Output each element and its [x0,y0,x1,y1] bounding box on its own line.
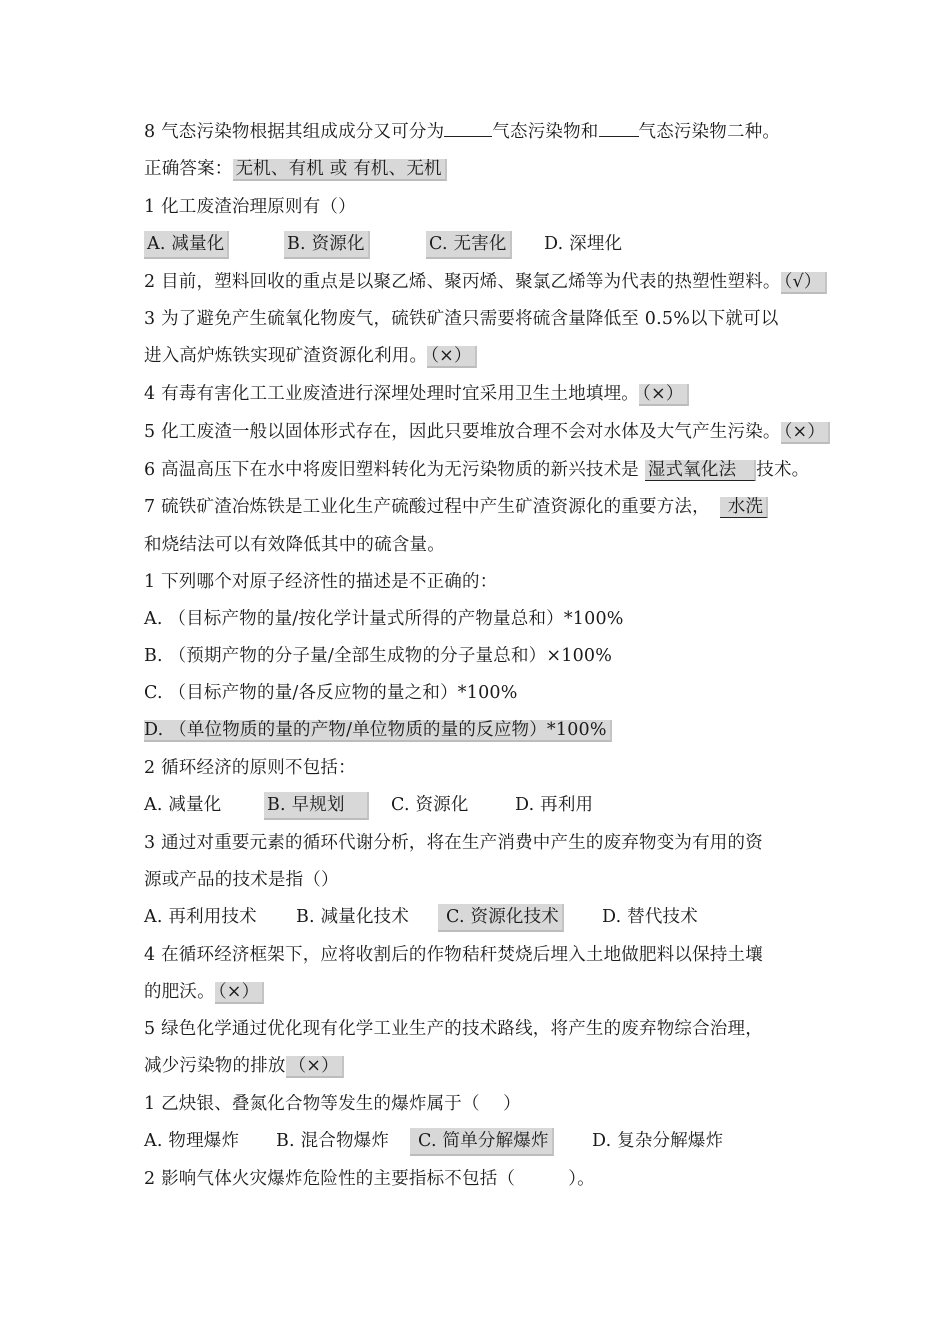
question-4-straw-burning: 4 在循环经济框架下，应将收割后的作物秸秆焚烧后埋入土地做肥料以保持土壤 [144,945,763,965]
answer-wet-oxidation-highlight: 湿式氧化法 [645,460,757,481]
question-3-continued: 源或产品的技术是指（） [144,870,339,890]
option-a-atom-economy: A. （目标产物的量/按化学计量式所得的产物量总和）*100% [144,609,624,629]
question-text-end: 气态污染物二种。 [638,122,781,142]
question-3-element-cycle: 3 通过对重要元素的循环代谢分析，将在生产消费中产生的废弃物变为有用的资 [144,833,763,853]
option-c: C. 资源化 [391,795,469,815]
option-a-highlight: A. 减量化 [144,231,229,259]
option-c-highlight: C. 无害化 [426,231,512,259]
question-text-mid: 气态污染物和 [492,122,599,142]
question-2-circular-economy: 2 循环经济的原则不包括： [144,758,356,778]
question-text: 减少污染物的排放 [144,1056,286,1076]
option-b-highlight: B. 资源化 [284,231,370,259]
question-text: 6 高温高压下在水中将废旧塑料转化为无污染物质的新兴技术是 [144,460,645,480]
options-row-4 [144,1128,784,1154]
option-d: D. 替代技术 [602,907,698,927]
answer-true-highlight: （√） [781,272,827,294]
option-d: D. 再利用 [515,795,594,815]
question-text-end: 技术。 [756,460,810,480]
option-d-atom-economy [144,717,612,743]
option-d-highlight: D. （单位物质的量的产物/单位物质的量的反应物）*100% [144,720,612,742]
option-c-highlight: C. 资源化技术 [438,904,564,932]
question-text: 2 目前，塑料回收的重点是以聚乙烯、聚丙烯、聚氯乙烯等为代表的热塑性塑料。 [144,272,781,292]
question-text: 4 有毒有害化工工业废渣进行深埋处理时宜采用卫生土地填埋。 [144,384,639,404]
question-7-continued: 和烧结法可以有效降低其中的硫含量。 [144,535,445,555]
question-text: 5 化工废渣一般以固体形式存在，因此只要堆放合理不会对水体及大气产生污染。 [144,422,781,442]
question-4-continued [144,979,264,1005]
option-a: A. 减量化 [144,795,222,815]
question-6-plastic-conversion [144,457,809,483]
option-d: D. 复杂分解爆炸 [592,1131,724,1151]
question-text: 7 硫铁矿渣冶炼铁是工业化生产硫酸过程中产生矿渣资源化的重要方法， [144,497,710,517]
options-row-2 [144,792,764,818]
question-8-gaseous-pollutants [144,118,780,145]
answer-false-highlight: （×） [286,1056,344,1078]
question-1-waste-residue-principles: 1 化工废渣治理原则有（） [144,197,356,217]
question-4-deep-burial [144,381,689,407]
option-a: A. 再利用技术 [144,907,257,927]
option-c-atom-economy: C. （目标产物的量/各反应物的量之和）*100% [144,683,518,703]
correct-answer-line [144,156,447,182]
answer-water-washing-highlight: 水洗 [720,497,768,518]
options-row-1 [144,231,764,257]
question-text: 进入高炉炼铁实现矿渣资源化利用。 [144,346,428,366]
option-c-highlight: C. 简单分解爆炸 [410,1128,554,1156]
option-b-atom-economy: B. （预期产物的分子量/全部生成物的分子量总和）×100% [144,646,613,666]
options-row-3 [144,904,764,930]
option-b-highlight: B. 早规划 [264,792,369,820]
question-3-continued [144,343,477,369]
question-1-explosion-type: 1 乙炔银、叠氮化合物等发生的爆炸属于（ ） [144,1094,521,1114]
question-3-pyrite-residue: 3 为了避免产生硫氧化物废气，硫铁矿渣只需要将硫含量降低至 0.5%以下就可以 [144,309,779,329]
correct-answer-highlight: 无机、有机 或 有机、无机 [233,159,447,181]
question-1-atom-economy: 1 下列哪个对原子经济性的描述是不正确的： [144,572,498,592]
option-d: D. 深埋化 [544,234,623,254]
answer-blank-1 [444,118,492,137]
correct-answer-label: 正确答案： [144,159,233,179]
question-5-green-chemistry: 5 绿色化学通过优化现有化学工业生产的技术路线，将产生的废弃物综合治理， [144,1019,763,1039]
option-b: B. 减量化技术 [296,907,410,927]
option-b: B. 混合物爆炸 [276,1131,390,1151]
option-a: A. 物理爆炸 [144,1131,240,1151]
question-5-solid-waste [144,419,830,445]
answer-false-highlight: （×） [215,982,265,1004]
answer-blank-2 [599,118,639,137]
answer-false-highlight: （×） [781,422,831,444]
answer-false-highlight: （×） [427,346,477,368]
question-text: 的肥沃。 [144,982,215,1002]
question-7-pyrite-smelting [144,494,768,520]
question-2-plastic-recycling [144,269,827,295]
question-text: 8 气态污染物根据其组成成分又可分为 [144,122,445,142]
answer-false-highlight: （×） [639,384,689,406]
question-5-continued [144,1053,344,1079]
question-2-gas-fire-hazard: 2 影响气体火灾爆炸危险性的主要指标不包括（ ）。 [144,1169,595,1189]
